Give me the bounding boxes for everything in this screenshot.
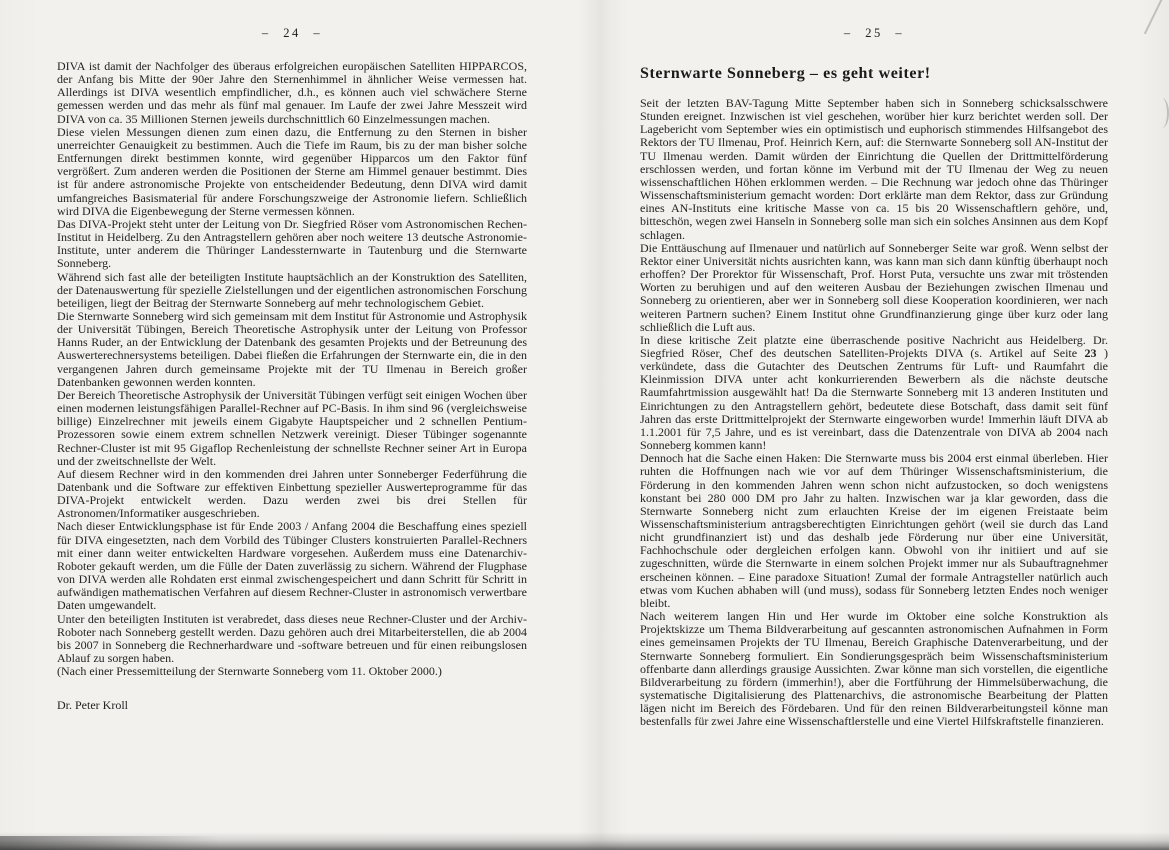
page-24-body xyxy=(57,60,527,665)
paragraph: Nach weiterem langen Hin und Her wurde im Oktober eine solche Konstruktion als Projektskizze um Thema Bildverarbeitung auf gescannten astronomischen Aufnahmen in Form eines gemeinsamen Projekts der TU Ilmenau, Bereich Graphische Datenverarbeitung, und der Sternwarte Sonneberg formuliert. Ein Sondierungsgespräch beim Wissenschaftsministerium offenbarte dann allerdings grausige Aussichten. Zwar könne man sich vorstellen, die eigentliche Bildverarbeitung zu fördern (immerhin!), aber die Fortführung der Himmelsüberwachung, die systematische Digitalisierung des Plattenarchivs, die astronomische Bearbeitung der Platten lägen nicht im Bereich des Fördebaren. Und für den reinen Bildverarbeitungsteil könne man bestenfalls für zwei Jahre eine Wissenschaftlerstelle und eine Viertel Hilfskraftstelle finanzieren. xyxy=(640,609,1108,729)
page-number-right: – 25 – xyxy=(843,26,905,40)
paragraph: Das DIVA-Projekt steht unter der Leitung von Dr. Siegfried Röser vom Astronomischen Rechen-Institut in Heidelberg. Zu den Antragstellern gehören aber noch weitere 13 deutsche Astronomie-Institute, unter anderem die Thüringer Landessternwarte in Tautenburg und die Sternwarte Sonneberg. xyxy=(57,216,527,271)
paragraph: Dennoch hat die Sache einen Haken: Die Sternwarte muss bis 2004 erst einmal überleben. Hier ruhten die Hoffnungen nach wie vor auf dem Thüringer Wissenschaftsministerium, die Förderung in den kommenden Jahren wenn schon nicht aufzustocken, so doch wenigstens konstant bei 280 000 DM pro Jahr zu halten. Inzwischen war ja klar geworden, dass die Sternwarte Sonneberg nicht zum erlauchten Kreise der im eigenen Freistaate beim Wissenschaftsministerium antragsberechtigten Einrichtungen gehört (weil sie durch das Land nicht grundfinanziert ist) und das deshalb jede Förderung nur über eine Universität, Fachhochschule oder dergleichen erfolgen kann. Obwohl von ihr initiiert und auf sie zugeschnitten, würde die Sternwarte in einem solchen Projekt immer nur als Subauftragnehmer erscheinen können. – Eine paradoxe Situation! Zumal der formale Antragsteller natürlich auch etwas vom Kuchen abhaben will (und muss), sodass für Sonneberg letzten Endes noch weniger bleibt. xyxy=(640,451,1108,610)
text-segment: ) verkündete, dass die Gutachter des Deutschen Zentrums für Luft- und Raumfahrt die Kleinmission DIVA unter acht konkurrierenden Bewerbern als die nächste deutsche Raumfahrtmission ausgewählt hat! Da die Sternwarte Sonneberg mit 13 anderen Instituten und Einrichtungen zu den Antragstellern gehört, bedeutete diese Botschaft, dass damit seit fünf Jahren das erste Drittmittelprojekt der Sternwarte eingeworben wurde! Immerhin läuft DIVA ab 1.1.2001 für 7,5 Jahre, und es ist vereinbart, dass die Datenzentrale von DIVA ab 2004 nach Sonneberg kommen kann! xyxy=(640,345,1108,453)
signature: Dr. Peter Kroll xyxy=(57,698,128,713)
paragraph: Seit der letzten BAV-Tagung Mitte September haben sich in Sonneberg schicksalsschwere Stunden ereignet. Inzwischen ist viel geschehen, worüber hier kurz berichtet werden soll. Der Lagebericht vom September wies ein optimistisch und euphorisch stimmendes Hilfsangebot des Rektors der TU Ilmenau, Prof. Heinrich Kern, auf: die Sternwarte Sonneberg soll AN-Institut der TU Ilmenau werden. Damit würden der Einrichtung die Quellen der Drittmittelförderung erschlossen werden, und fortan könne im Verbund mit der TU Ilmenau der Weg zu neuen wissenschaftlichen Höhen erklommen werden. – Die Rechnung war jedoch ohne das Thüringer Wissenschaftsministerium gemacht worden: Dort erklärte man dem Rektor, dass zur Gründung eines AN-Instituts eine kritische Masse von ca. 15 bis 20 Wissenschaftlern gehöre, und, bitteschön, wegen zwei Hanseln in Sonneberg solle man sich ein solches Ansinnen aus dem Kopf schlagen. xyxy=(640,96,1108,242)
scan-bottom-shadow xyxy=(0,832,1169,850)
paragraph: Auf diesem Rechner wird in den kommenden drei Jahren unter Sonneberger Federführung die Datenbank und die Software zur effektiven Einbettung spezieller Auswerteprogramme für das DIVA-Projekt entwickelt werden. Dazu werden zwei bis drei Stellen für Astronomen/Informatiker ausgeschrieben. xyxy=(57,466,527,521)
page-corner-fold-mark xyxy=(1144,0,1164,34)
paragraph: Die Sternwarte Sonneberg wird sich gemeinsam mit dem Institut für Astronomie und Astrophysik der Universität Tübingen, Bereich Theoretische Astrophysik unter der Leitung von Professor Hanns Ruder, an der Entwicklung der Datenbank des gesamten Projekts und der Betreunung des Auswerterechnersystems beteiligen. Dabei fließen die Erfahrungen der Sternwarte ein, die in den vergangenen Jahren durch gemeinsame Projekte mit der TU Ilmenau in Bereich großer Datenbanken gewonnen werden konnten. xyxy=(57,308,527,389)
paragraph: Diese vielen Messungen dienen zum einen dazu, die Entfernung zu den Sternen in bisher unerreichter Genauigkeit zu bestimmen. Auch die Tiefe im Raum, bis zu der man bisher solche Entfernungen direkt bestimmen konnte, wird gegenüber Hipparcos um den Faktor fünf vergrößert. Zum anderen werden die Positionen der Sterne am Himmel genauer bestimmt. Dies ist für andere astronomische Projekte von entscheidender Bedeutung, denn DIVA wird damit umfangreiches Basismaterial für andere Forschungszweige der Astronomie liefern. Schließlich wird DIVA die Eigenbewegung der Sterne vermessen können. xyxy=(57,124,527,218)
paragraph: DIVA ist damit der Nachfolger des überaus erfolgreichen europäischen Satelliten HIPPARCOS, der Anfang bis Mitte der 90er Jahre den Sternenhimmel in ähnlicher Weise vermessen hat. Allerdings ist DIVA wesentlich empfindlicher, d.h., es können auch viel schwächere Sterne gemessen werden und das mehr als fünf mal genauer. Im Laufe der zwei Jahre Messzeit wird DIVA von ca. 35 Millionen Sternen jeweils durchschnittlich 60 Einzelmessungen machen. xyxy=(57,59,527,126)
closing-note: (Nach einer Pressemitteilung der Sternwarte Sonneberg vom 11. Oktober 2000.) xyxy=(57,664,442,679)
text-segment: In diese kritische Zeit platzte eine überraschende positive Nachricht aus Heidelberg. Dr. Siegfried Röser, Chef des deutschen Satelliten-Projekts DIVA (s. Artikel auf Seite xyxy=(640,332,1108,360)
page-25 xyxy=(640,26,1108,729)
paragraph xyxy=(640,334,1108,452)
page-gutter-shadow xyxy=(578,0,628,850)
page-reference-bold: 23 xyxy=(1084,345,1097,360)
paragraph: Die Enttäuschung auf Ilmenauer und natürlich auf Sonneberger Seite war groß. Wenn selbst der Rektor einer Universität nichts ausrichten kann, was kann man sich dann künftig überhaupt noch erhoffen? Der Prorektor für Wissenschaft, Prof. Horst Puta, versuchte uns zwar mit tröstenden Worten zu beruhigen und auf den weiteren Ausbau der Beziehungen zwischen Ilmenau und Sonneberg zu orientieren, aber wer in Sonneberg soll diese Kooperation koordinieren, wer nach weiteren Partnern suchen? Einem Institut ohne Grundfinanzierung ginge über kurz oder lang schließlich die Luft aus. xyxy=(640,240,1108,334)
paragraph: Nach dieser Entwicklungsphase ist für Ende 2003 / Anfang 2004 die Beschaffung eines speziell für DIVA eingesetzten, nach dem Vorbild des Tübinger Clusters konstruierten Parallel-Rechners mit einer dann weiter entwickelten Hardware vorgesehen. Außerdem muss eine Datenarchiv-Roboter gekauft werden, um die Fülle der Daten zuverlässig zu sichern. Während der Flugphase von DIVA werden alle Rohdaten erst einmal zwischengespeichert und dann Schritt für Schritt in aufwändigen mathematischen Verfahren auf diesem Rechner-Cluster in astronomisch verwertbare Daten umgewandelt. xyxy=(57,519,527,613)
scan-edge-mark xyxy=(1155,98,1169,128)
page-25-body xyxy=(640,97,1108,729)
paragraph: Während sich fast alle der beteiligten Institute hauptsächlich an der Konstruktion des Satelliten, der Datenauswertung für spezielle Zielstellungen und der eigentlichen astronomischen Forschung beteiligen, liegt der Beitrag der Sternwarte Sonneberg auf mehr technologischem Gebiet. xyxy=(57,269,527,310)
page-24 xyxy=(57,26,527,713)
article-title: Sternwarte Sonneberg – es geht weiter! xyxy=(640,65,931,82)
paragraph: Der Bereich Theoretische Astrophysik der Universität Tübingen verfügt seit einigen Wochen über einen modernen leistungsfähigen Parallel-Rechner auf PC-Basis. In ihm sind 96 (vergleichsweise billige) Einzelrechner mit jeweils einem Gigabyte Hauptspeicher und 2 schnellen Pentium-Prozessoren sowie einem extrem schnellen Netzwerk vereinigt. Dieser Tübinger sogenannte Rechner-Cluster ist mit 95 Gigaflop Rechenleistung der schnellste Rechner seiner Art in Europa und der zweitschnellste der Welt. xyxy=(57,387,527,468)
paragraph: Unter den beteiligten Instituten ist verabredet, dass dieses neue Rechner-Cluster und der Archiv-Roboter nach Sonneberg gestellt werden. Dazu gehören auch drei Mitarbeiterstellen, die ab 2004 bis 2007 in Sonneberg die Rechnerhardware und -software betreuen und für einen reibungslosen Ablauf zu sorgen haben. xyxy=(57,611,527,666)
page-number-left: – 24 – xyxy=(261,26,323,40)
